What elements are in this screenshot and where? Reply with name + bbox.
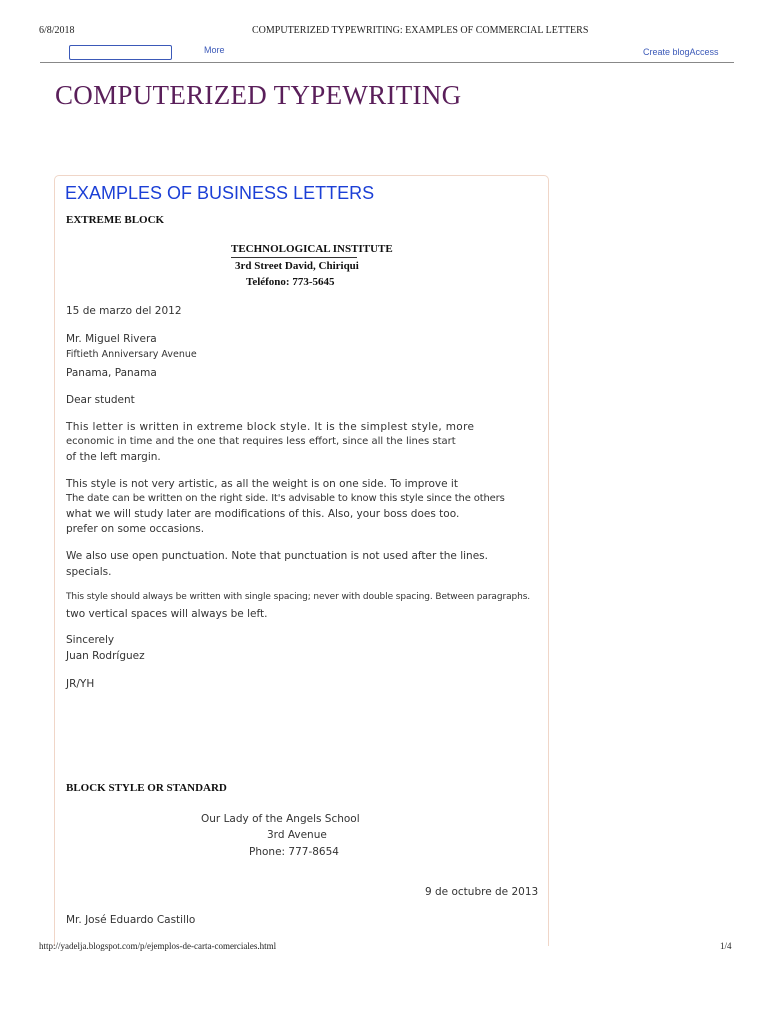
navbar-divider bbox=[40, 62, 734, 63]
letter1-closing: Sincerely bbox=[66, 634, 115, 646]
letter1-paragraph1-line: This letter is written in extreme block style. It is the simplest style, more bbox=[66, 421, 475, 433]
letter1-address: 3rd Street David, Chiriqui bbox=[235, 260, 359, 272]
letter1-paragraph4-line: two vertical spaces will always be left. bbox=[66, 608, 268, 620]
letter1-date: 15 de marzo del 2012 bbox=[66, 305, 182, 317]
letter1-paragraph4-line: This style should always be written with single spacing; never with double spacing. Between paragraphs. bbox=[66, 592, 531, 602]
letter2-recipient-name: Mr. José Eduardo Castillo bbox=[66, 914, 196, 926]
letter1-institution: TECHNOLOGICAL INSTITUTE bbox=[231, 243, 393, 255]
letter1-signer: Juan Rodríguez bbox=[66, 650, 145, 662]
letter2-address: 3rd Avenue bbox=[267, 829, 327, 841]
letter1-recipient-city: Panama, Panama bbox=[66, 367, 157, 379]
print-page-number: 1/4 bbox=[720, 941, 732, 951]
create-blog-access-link[interactable]: Create blogAccess bbox=[643, 47, 719, 57]
letter1-style-heading: EXTREME BLOCK bbox=[66, 214, 165, 226]
letter2-date: 9 de octubre de 2013 bbox=[425, 886, 539, 898]
letter1-paragraph2-line: The date can be written on the right side. It's advisable to know this style since the others bbox=[66, 493, 505, 504]
blog-title[interactable]: COMPUTERIZED TYPEWRITING bbox=[55, 80, 462, 110]
letter1-paragraph3-line: We also use open punctuation. Note that punctuation is not used after the lines. bbox=[66, 550, 488, 562]
letter1-paragraph2-line: This style is not very artistic, as all the weight is on one side. To improve it bbox=[66, 478, 458, 490]
search-input[interactable] bbox=[69, 45, 172, 60]
letter1-salutation: Dear student bbox=[66, 394, 135, 406]
letter1-paragraph2-line: what we will study later are modifications of this. Also, your boss does too. bbox=[66, 508, 460, 520]
letter1-recipient-name: Mr. Miguel Rivera bbox=[66, 333, 157, 345]
letter1-phone: Teléfono: 773-5645 bbox=[246, 276, 335, 288]
post-title: EXAMPLES OF BUSINESS LETTERS bbox=[65, 183, 375, 203]
letter2-phone: Phone: 777-8654 bbox=[249, 846, 339, 858]
print-footer-url: http://yadelja.blogspot.com/p/ejemplos-de-carta-comerciales.html bbox=[39, 941, 277, 951]
letter1-initials: JR/YH bbox=[66, 678, 95, 690]
letter1-paragraph1-line: economic in time and the one that requires less effort, since all the lines start bbox=[66, 436, 456, 447]
letter1-recipient-street: Fiftieth Anniversary Avenue bbox=[66, 349, 197, 360]
more-link[interactable]: More bbox=[204, 45, 225, 55]
print-date: 6/8/2018 bbox=[39, 25, 75, 36]
letter1-paragraph3-line: specials. bbox=[66, 566, 112, 578]
letter2-institution: Our Lady of the Angels School bbox=[201, 813, 360, 825]
letter1-paragraph2-line: prefer on some occasions. bbox=[66, 523, 205, 535]
letter1-paragraph1-line: of the left margin. bbox=[66, 451, 161, 463]
letter2-style-heading: BLOCK STYLE OR STANDARD bbox=[66, 782, 227, 794]
institution-underline bbox=[231, 257, 357, 258]
print-page-title: COMPUTERIZED TYPEWRITING: EXAMPLES OF COMMERCIAL LETTERS bbox=[252, 25, 589, 36]
